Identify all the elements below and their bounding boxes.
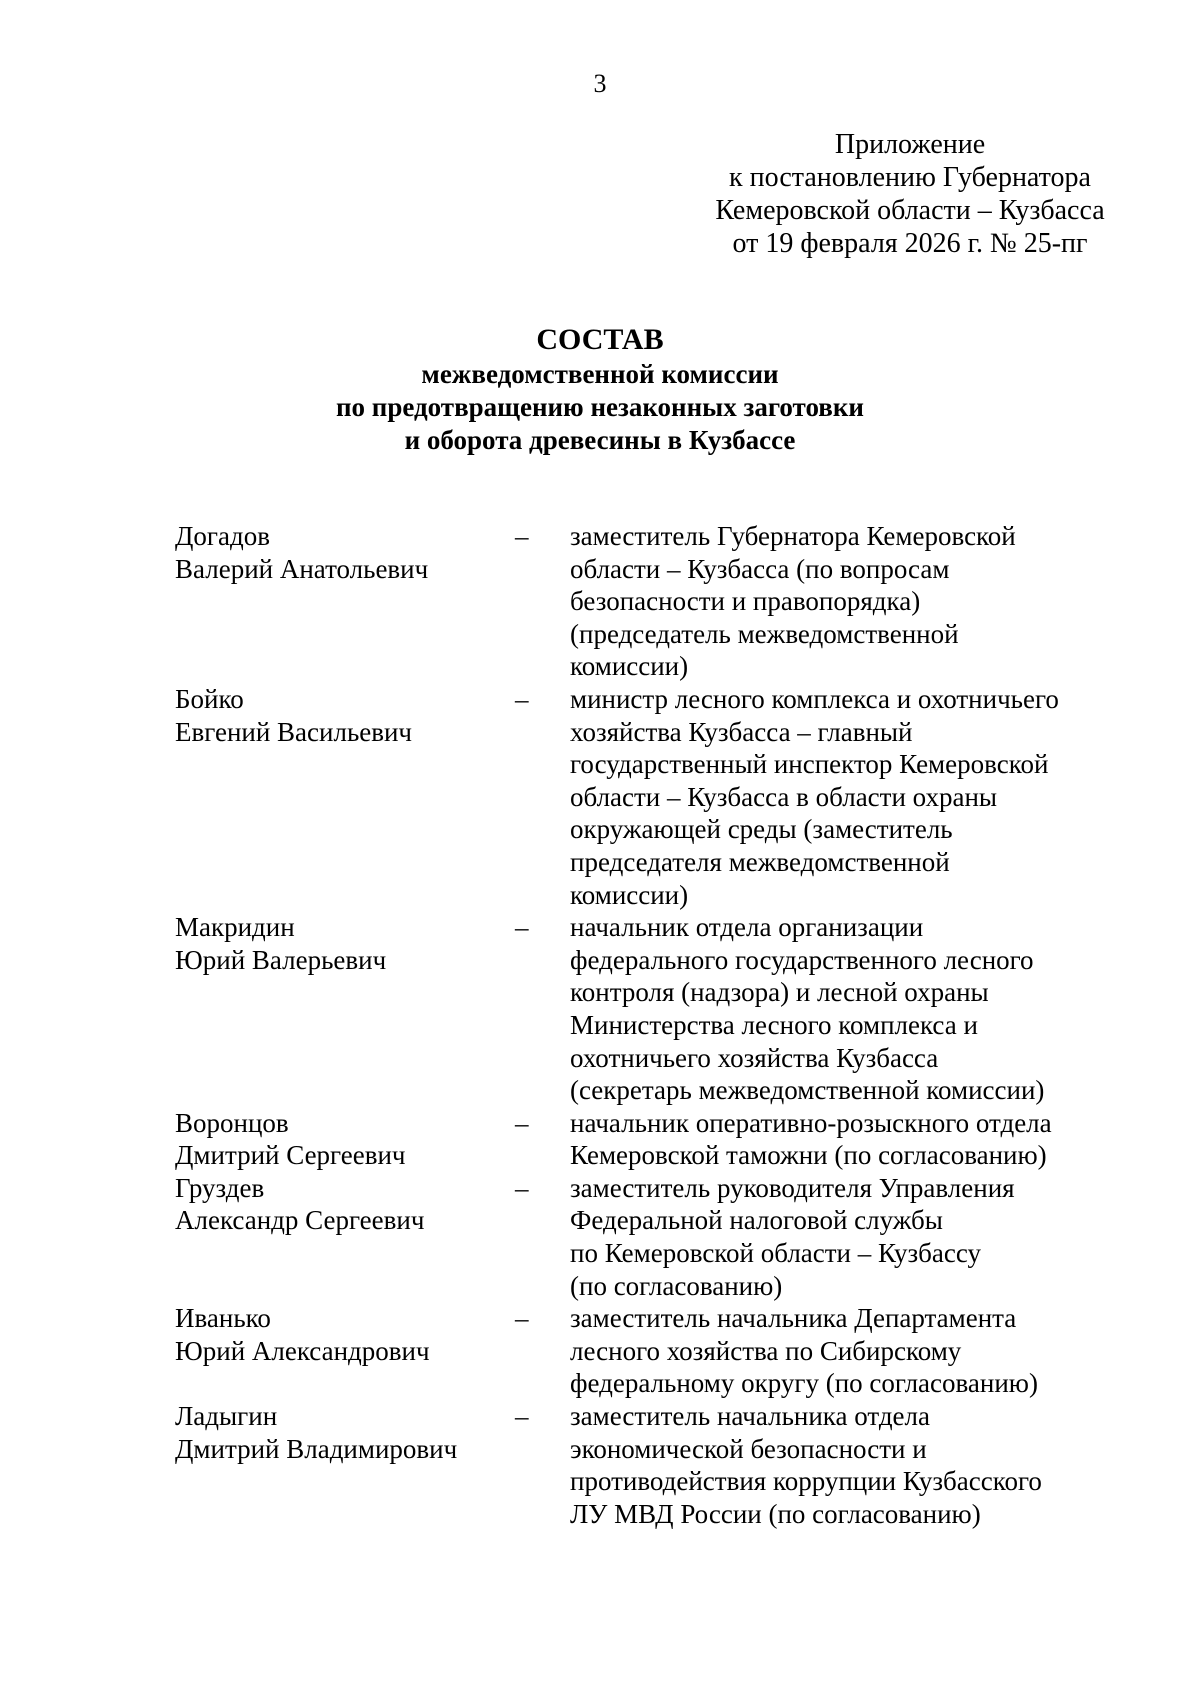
role-line: (секретарь межведомственной комиссии) — [570, 1075, 1045, 1106]
dash: – — [515, 1401, 529, 1432]
member-name — [175, 1107, 515, 1172]
dash-separator — [515, 520, 570, 683]
role-line: комиссии) — [570, 651, 689, 682]
member-given-name: Евгений Васильевич — [175, 716, 413, 747]
member-role — [570, 520, 1105, 683]
appendix-line: Приложение — [834, 129, 986, 160]
title-line: и оборота древесины в Кузбассе — [404, 425, 796, 455]
appendix-line: Кемеровской области – Кузбасса — [715, 195, 1105, 226]
role-line: охотничьего хозяйства Кузбасса — [570, 1042, 939, 1073]
member-surname: Макридин — [175, 912, 295, 943]
dash-separator — [515, 1302, 570, 1400]
title-line: по предотвращению незаконных заготовки — [336, 392, 864, 422]
role-line: начальник оперативно-розыскного отдела — [570, 1107, 1052, 1138]
role-line: Кемеровской таможни (по согласованию) — [570, 1140, 1047, 1171]
member-given-name: Дмитрий Сергеевич — [175, 1140, 406, 1171]
role-line: государственный инспектор Кемеровской — [570, 749, 1049, 780]
title-line: межведомственной комиссии — [421, 359, 779, 389]
role-line: области – Кузбасса в области охраны — [570, 781, 998, 812]
member-surname: Догадов — [175, 521, 270, 551]
member-name — [175, 1172, 515, 1302]
dash-separator — [515, 683, 570, 911]
role-line: заместитель Губернатора Кемеровской — [570, 521, 1016, 551]
member-row — [175, 1107, 1105, 1172]
role-line: Министерства лесного комплекса и — [570, 1009, 978, 1040]
dash-separator — [515, 1172, 570, 1302]
role-line: безопасности и правопорядка) — [570, 586, 921, 617]
member-name — [175, 911, 515, 1107]
role-line: ЛУ МВД России (по согласованию) — [570, 1498, 981, 1529]
role-line: комиссии) — [570, 879, 689, 910]
dash-separator — [515, 1107, 570, 1172]
member-row — [175, 1172, 1105, 1302]
role-line: контроля (надзора) и лесной охраны — [570, 977, 989, 1008]
role-line: федеральному округу (по согласованию) — [570, 1368, 1038, 1399]
dash: – — [515, 912, 529, 943]
member-surname: Груздев — [175, 1172, 265, 1203]
dash: – — [515, 1107, 529, 1138]
member-row — [175, 683, 1105, 911]
role-line: лесного хозяйства по Сибирскому — [570, 1335, 962, 1366]
member-surname: Воронцов — [175, 1107, 289, 1138]
member-name — [175, 1302, 515, 1400]
member-name — [175, 1400, 515, 1530]
appendix-line: к постановлению Губернатора — [729, 162, 1091, 193]
member-row — [175, 520, 1105, 683]
member-given-name: Дмитрий Владимирович — [175, 1433, 458, 1464]
role-line: экономической безопасности и — [570, 1433, 927, 1464]
appendix-line: от 19 февраля 2026 г. № 25-пг — [732, 228, 1088, 259]
member-role — [570, 1302, 1105, 1400]
member-surname: Иванько — [175, 1303, 271, 1334]
dash: – — [515, 1172, 529, 1203]
member-row — [175, 911, 1105, 1107]
member-row — [175, 1302, 1105, 1400]
role-line: по Кемеровской области – Кузбассу — [570, 1238, 981, 1269]
role-line: федерального государственного лесного — [570, 944, 1034, 975]
role-line: начальник отдела организации — [570, 912, 924, 943]
role-line: Федеральной налоговой службы — [570, 1205, 943, 1236]
member-role — [570, 1172, 1105, 1302]
page-number: 3 — [593, 69, 607, 98]
role-line: председателя межведомственной — [570, 846, 950, 877]
member-role — [570, 683, 1105, 911]
role-line: (по согласованию) — [570, 1270, 783, 1301]
appendix-header — [700, 128, 1120, 260]
member-given-name: Валерий Анатольевич — [175, 553, 429, 584]
role-line: заместитель начальника Департамента — [570, 1303, 1017, 1334]
member-given-name: Юрий Александрович — [175, 1335, 430, 1366]
member-role — [570, 1107, 1105, 1172]
member-surname: Бойко — [175, 683, 244, 714]
dash: – — [515, 683, 529, 714]
member-given-name: Александр Сергеевич — [175, 1205, 425, 1236]
member-name — [175, 683, 515, 911]
member-name — [175, 520, 515, 683]
role-line: (председатель межведомственной — [570, 618, 959, 649]
dash-separator — [515, 911, 570, 1107]
dash: – — [515, 521, 529, 551]
member-role — [570, 911, 1105, 1107]
role-line: окружающей среды (заместитель — [570, 814, 953, 845]
role-line: заместитель руководителя Управления — [570, 1172, 1015, 1203]
role-line: противодействия коррупции Кузбасского — [570, 1466, 1042, 1497]
members-list — [175, 520, 1105, 1530]
role-line: заместитель начальника отдела — [570, 1401, 930, 1432]
member-row — [175, 1400, 1105, 1530]
member-role — [570, 1400, 1105, 1530]
role-line: области – Кузбасса (по вопросам — [570, 553, 950, 584]
member-given-name: Юрий Валерьевич — [175, 944, 387, 975]
document-title — [0, 322, 1200, 457]
role-line: хозяйства Кузбасса – главный — [570, 716, 913, 747]
dash-separator — [515, 1400, 570, 1530]
role-line: министр лесного комплекса и охотничьего — [570, 683, 1059, 714]
dash: – — [515, 1303, 529, 1334]
member-surname: Ладыгин — [175, 1401, 278, 1432]
title-main: СОСТАВ — [536, 323, 664, 356]
